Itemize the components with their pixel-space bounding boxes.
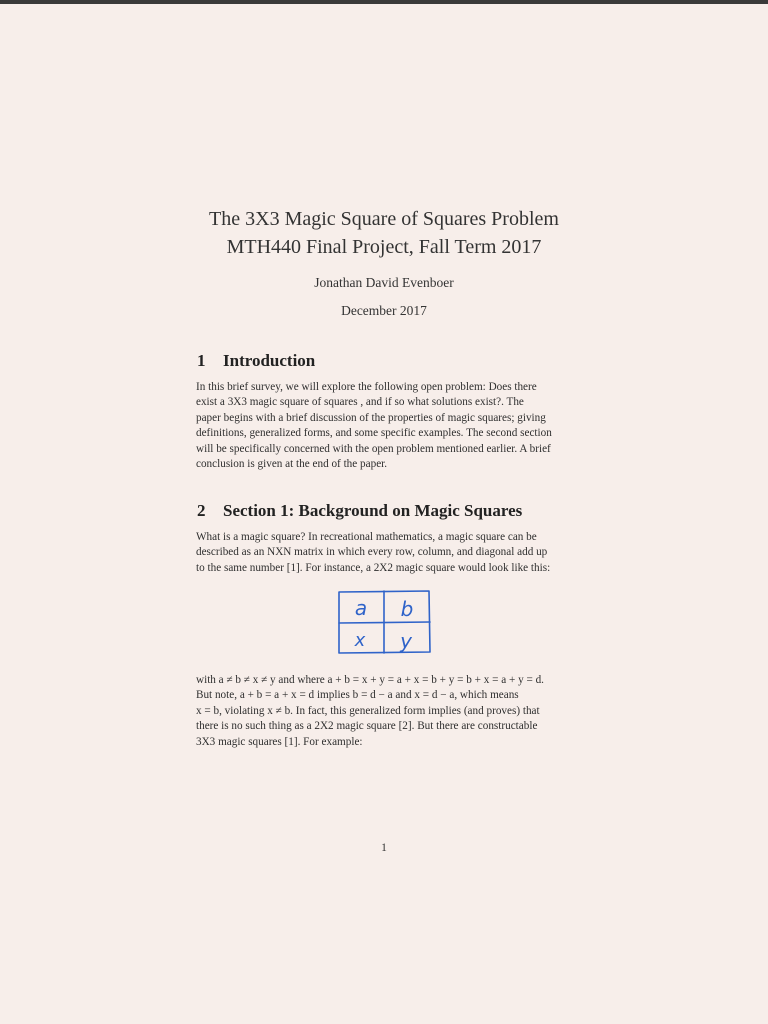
section-heading-background <box>197 501 522 521</box>
paragraph-line: will be specifically concerned with the open problem mentioned earlier. A brief <box>196 442 551 455</box>
paragraph-line: conclusion is given at the end of the paper. <box>196 458 388 471</box>
cell-b: b <box>400 597 414 621</box>
paragraph-line: What is a magic square? In recreational mathematics, a magic square can be <box>196 531 537 543</box>
section-title: Section 1: Background on Magic Squares <box>223 501 523 520</box>
cell-y: y <box>400 629 412 653</box>
paragraph-line: to the same number [1]. For instance, a 2X2 magic square would look like this: <box>196 561 551 574</box>
cell-x: x <box>354 630 366 651</box>
paragraph-line: with a ≠ b ≠ x ≠ y and where a + b = x + y = a + x = b + y = b + x = a + y = d. <box>196 674 544 686</box>
paragraph-line: paper begins with a brief discussion of the properties of magic squares; giving <box>196 411 546 424</box>
paragraph-line: But note, a + b = a + x = d implies b = d − a and x = d − a, which means <box>196 689 519 702</box>
paragraph-line: exist a 3X3 magic square of squares , and if so what solutions exist?. The <box>196 396 524 409</box>
section-title: Introduction <box>223 351 316 370</box>
paragraph-line: 3X3 magic squares [1]. For example: <box>196 735 363 748</box>
paper-date: December 2017 <box>341 303 427 318</box>
square-horizontal-divider <box>339 622 430 623</box>
paper-title-line-2: MTH440 Final Project, Fall Term 2017 <box>226 236 542 258</box>
page-number: 1 <box>381 842 387 854</box>
paragraph-line: there is no such thing as a 2X2 magic square [2]. But there are constructable <box>196 720 538 733</box>
cell-a: a <box>354 596 368 620</box>
section-number: 1 <box>197 351 206 370</box>
section-heading-introduction <box>197 351 315 371</box>
introduction-paragraph <box>196 380 590 472</box>
author-name: Jonathan David Evenboer <box>314 275 454 290</box>
paragraph-line: x = b, violating x ≠ b. In fact, this generalized form implies (and proves) that <box>196 704 540 717</box>
after-square-paragraph <box>196 673 590 750</box>
background-paragraph <box>196 530 590 576</box>
paper-title-line-1: The 3X3 Magic Square of Squares Problem <box>209 208 559 230</box>
paragraph-line: In this brief survey, we will explore the following open problem: Does there <box>196 381 537 393</box>
handwritten-magic-square <box>336 589 432 655</box>
paragraph-line: definitions, generalized forms, and some specific examples. The second section <box>196 427 552 440</box>
paragraph-line: described as an NXN matrix in which every row, column, and diagonal add up <box>196 546 548 559</box>
section-number: 2 <box>197 501 206 520</box>
